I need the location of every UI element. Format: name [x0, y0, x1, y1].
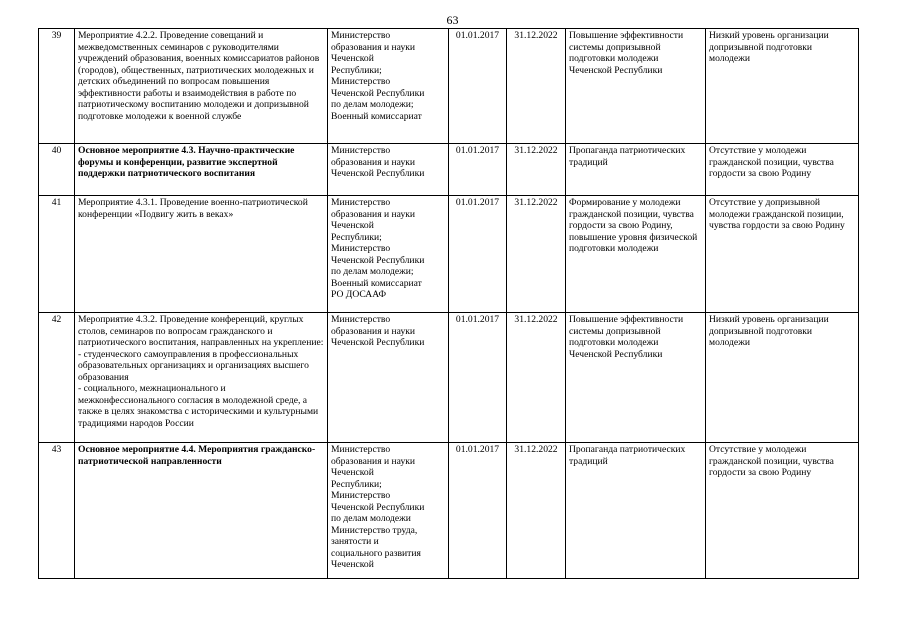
executor-line: Министерство труда,	[331, 524, 418, 536]
page-number: 63	[446, 13, 459, 27]
table-row	[39, 144, 859, 196]
executor-line: Чеченской	[331, 53, 374, 64]
row-number: 40	[39, 144, 75, 196]
table-row	[39, 29, 859, 144]
executor-cell	[328, 29, 449, 144]
non-implementation-consequence: Отсутствие у молодежи гражданской позиции, чувства гордости за свою Родину	[706, 443, 859, 579]
activity-name: Основное мероприятие 4.4. Мероприятия гражданско-патриотической направленности	[75, 443, 328, 579]
start-date: 01.01.2017	[449, 29, 507, 144]
executor-line: образования и науки	[331, 156, 416, 168]
executor-line: по делам молодежи;	[331, 266, 414, 277]
executor-line: занятости и	[331, 536, 379, 547]
row-number: 43	[39, 443, 75, 579]
activity-name-part: Мероприятие 4.3.2. Проведение конференций, круглых столов, семинаров по вопросам гражданского и патриотического воспитания, направленных на укрепление:	[78, 314, 324, 348]
executor-line: Республики;	[331, 64, 382, 76]
expected-result: Повышение эффективности системы допризывной подготовки молодежи Чеченской Республики	[566, 313, 706, 443]
executor-line: Чеченской	[331, 467, 374, 478]
executor-line: Чеченской Республики	[331, 254, 425, 266]
start-date: 01.01.2017	[449, 144, 507, 196]
table-row	[39, 196, 859, 313]
start-date: 01.01.2017	[449, 313, 507, 443]
executor-cell	[328, 144, 449, 196]
executor-line: Министерство	[331, 145, 391, 156]
executor-line: Чеченской	[331, 220, 374, 231]
executor-line: образования и науки	[331, 208, 416, 220]
activity-name-part: - студенческого самоуправления в профессиональных образовательных организациях и организациях высшего образования	[78, 348, 309, 383]
activity-name: Основное мероприятие 4.3. Научно-практические форумы и конференции, развитие экспертной поддержки патриотического воспитания	[75, 144, 328, 196]
non-implementation-consequence: Отсутствие у допризывной молодежи гражданской позиции, чувства гордости за свою Родину	[706, 196, 859, 313]
activity-name: Мероприятие 4.3.1. Проведение военно-патриотической конференции «Подвигу жить в веках»	[75, 196, 328, 313]
executor-line: по делам молодежи	[331, 513, 411, 524]
row-number: 42	[39, 313, 75, 443]
row-number: 41	[39, 196, 75, 313]
executor-line: Чеченской Республики	[331, 168, 425, 179]
end-date: 31.12.2022	[507, 313, 566, 443]
executor-line: РО ДОСААФ	[331, 289, 387, 300]
executor-cell	[328, 196, 449, 313]
executor-line: по делам молодежи;	[331, 99, 414, 110]
executor-cell	[328, 443, 449, 579]
executor-line: Министерство	[331, 76, 391, 87]
executor-line: Министерство	[331, 444, 391, 455]
table-row	[39, 443, 859, 579]
expected-result: Повышение эффективности системы допризывной подготовки молодежи Чеченской Республики	[566, 29, 706, 144]
table-row	[39, 313, 859, 443]
non-implementation-consequence: Отсутствие у молодежи гражданской позиции, чувства гордости за свою Родину	[706, 144, 859, 196]
start-date: 01.01.2017	[449, 443, 507, 579]
executor-line: Военный комиссариат	[331, 110, 422, 122]
expected-result: Пропаганда патриотических традиций	[566, 443, 706, 579]
executor-line: Чеченской Республики	[331, 501, 425, 513]
activity-name	[75, 313, 328, 443]
activity-name-part: - социального, межнационального и межконфессионального согласия в молодежной среде, а также в целях знакомства с историческими и культурными традициями народов России	[78, 383, 319, 429]
executor-line: Министерство	[331, 243, 391, 254]
program-activities-table	[38, 28, 859, 579]
activity-name: Мероприятие 4.2.2. Проведение совещаний и межведомственных семинаров с руководителями учреждений образования, военных комиссариатов районов (городов), общественных, патриотических молодежных и детских объединений по вопросам повышения эффективности работы и взаимодействия в работе по патриотическому воспитанию молодежи и допризывной подготовке молодежи к военной службе	[75, 29, 328, 144]
executor-line: Министерство	[331, 490, 391, 501]
start-date: 01.01.2017	[449, 196, 507, 313]
end-date: 31.12.2022	[507, 29, 566, 144]
executor-line: образования и науки	[331, 455, 416, 467]
expected-result: Пропаганда патриотических традиций	[566, 144, 706, 196]
executor-line: Чеченской Республики	[331, 337, 425, 348]
end-date: 31.12.2022	[507, 196, 566, 313]
expected-result: Формирование у молодежи гражданской позиции, чувства гордости за свою Родину, повышение уровня физической подготовки молодежи	[566, 196, 706, 313]
executor-line: социального развития	[331, 547, 421, 559]
executor-cell	[328, 313, 449, 443]
executor-line: Министерство	[331, 30, 391, 41]
executor-line: Военный комиссариат	[331, 277, 422, 289]
executor-line: Республики;	[331, 478, 382, 490]
executor-line: образования и науки	[331, 325, 416, 337]
executor-line: Министерство	[331, 197, 391, 208]
row-number: 39	[39, 29, 75, 144]
non-implementation-consequence: Низкий уровень организации допризывной подготовки молодежи	[706, 313, 859, 443]
executor-line: Республики;	[331, 231, 382, 243]
end-date: 31.12.2022	[507, 144, 566, 196]
executor-line: образования и науки	[331, 41, 416, 53]
executor-line: Чеченской	[331, 559, 374, 570]
executor-line: Чеченской Республики	[331, 87, 425, 99]
non-implementation-consequence: Низкий уровень организации допризывной подготовки молодежи	[706, 29, 859, 144]
executor-line: Министерство	[331, 314, 391, 325]
end-date: 31.12.2022	[507, 443, 566, 579]
